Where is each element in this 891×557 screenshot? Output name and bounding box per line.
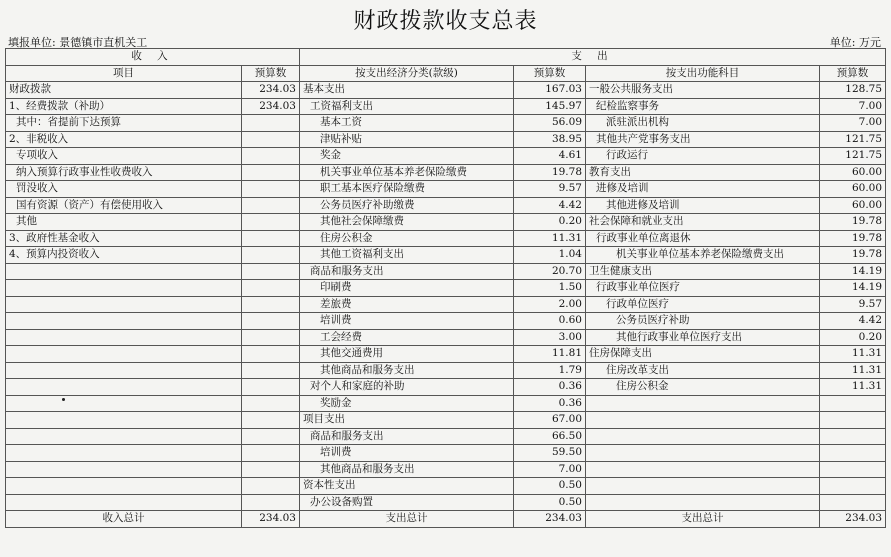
table-row <box>6 181 886 198</box>
table-row <box>6 98 886 115</box>
income-budget-cell <box>242 313 300 330</box>
func-item-cell <box>586 395 820 412</box>
income-budget-cell <box>242 230 300 247</box>
econ-budget-cell: 0.36 <box>514 395 586 412</box>
budget-table <box>5 48 886 528</box>
econ-budget-cell: 20.70 <box>514 263 586 280</box>
econ-item-cell: 差旅费 <box>300 296 514 313</box>
table-row <box>6 148 886 165</box>
econ-item-cell: 办公设备购置 <box>300 494 514 511</box>
currency-unit: 单位: 万元 <box>829 36 881 49</box>
income-item-cell: 其中：省提前下达预算 <box>6 115 242 132</box>
func-item-cell: 其他行政事业单位医疗支出 <box>586 329 820 346</box>
func-item-cell: 社会保障和就业支出 <box>586 214 820 231</box>
econ-class-header: 按支出经济分类(款级) <box>300 65 514 82</box>
econ-budget-cell: 66.50 <box>514 428 586 445</box>
income-item-cell <box>6 445 242 462</box>
stray-mark <box>62 398 65 401</box>
func-item-cell: 卫生健康支出 <box>586 263 820 280</box>
econ-budget-cell: 67.00 <box>514 412 586 429</box>
income-item-cell: 2、非税收入 <box>6 131 242 148</box>
income-budget-cell <box>242 329 300 346</box>
econ-budget-cell: 145.97 <box>514 98 586 115</box>
econ-item-cell: 职工基本医疗保险缴费 <box>300 181 514 198</box>
econ-budget-cell: 1.04 <box>514 247 586 264</box>
func-budget-cell: 128.75 <box>820 82 886 99</box>
income-budget-cell <box>242 197 300 214</box>
econ-item-cell: 基本工资 <box>300 115 514 132</box>
func-budget-cell: 0.20 <box>820 329 886 346</box>
income-budget-cell <box>242 478 300 495</box>
econ-item-cell: 公务员医疗补助缴费 <box>300 197 514 214</box>
income-item-cell <box>6 313 242 330</box>
func-budget-cell: 7.00 <box>820 115 886 132</box>
func-item-cell: 派驻派出机构 <box>586 115 820 132</box>
income-item-cell <box>6 461 242 478</box>
income-item-cell: 其他 <box>6 214 242 231</box>
table-row <box>6 329 886 346</box>
income-item-cell <box>6 395 242 412</box>
income-budget-cell <box>242 362 300 379</box>
func-class-header: 按支出功能科目 <box>586 65 820 82</box>
func-item-cell: 住房公积金 <box>586 379 820 396</box>
func-budget-cell: 60.00 <box>820 181 886 198</box>
table-row <box>6 280 886 297</box>
econ-item-cell: 其他工资福利支出 <box>300 247 514 264</box>
econ-item-cell: 商品和服务支出 <box>300 263 514 280</box>
table-row <box>6 214 886 231</box>
econ-item-cell: 培训费 <box>300 313 514 330</box>
table-row <box>6 395 886 412</box>
income-budget-cell <box>242 214 300 231</box>
func-item-cell: 行政单位医疗 <box>586 296 820 313</box>
econ-item-cell: 其他交通费用 <box>300 346 514 363</box>
table-row <box>6 115 886 132</box>
func-budget-cell: 60.00 <box>820 197 886 214</box>
econ-total-value: 234.03 <box>514 511 586 528</box>
income-item-cell <box>6 379 242 396</box>
econ-budget-cell: 56.09 <box>514 115 586 132</box>
income-budget-cell <box>242 148 300 165</box>
econ-budget-cell: 11.81 <box>514 346 586 363</box>
econ-budget-header: 预算数 <box>514 65 586 82</box>
func-budget-cell: 11.31 <box>820 379 886 396</box>
econ-budget-cell: 3.00 <box>514 329 586 346</box>
econ-budget-cell: 0.20 <box>514 214 586 231</box>
func-budget-cell: 11.31 <box>820 346 886 363</box>
income-item-cell <box>6 263 242 280</box>
income-budget-cell <box>242 428 300 445</box>
income-budget-cell: 234.03 <box>242 98 300 115</box>
income-budget-cell <box>242 379 300 396</box>
table-row <box>6 461 886 478</box>
econ-budget-cell: 0.50 <box>514 478 586 495</box>
func-budget-cell: 14.19 <box>820 280 886 297</box>
econ-item-cell: 资本性支出 <box>300 478 514 495</box>
econ-item-cell: 其他商品和服务支出 <box>300 461 514 478</box>
table-row <box>6 313 886 330</box>
func-item-cell <box>586 428 820 445</box>
income-budget-cell <box>242 494 300 511</box>
func-item-cell: 机关事业单位基本养老保险缴费支出 <box>586 247 820 264</box>
income-budget-cell <box>242 395 300 412</box>
income-total-label: 收入总计 <box>6 511 242 528</box>
func-budget-cell <box>820 445 886 462</box>
income-budget-cell <box>242 115 300 132</box>
income-budget-cell <box>242 280 300 297</box>
econ-budget-cell: 4.42 <box>514 197 586 214</box>
econ-item-cell: 培训费 <box>300 445 514 462</box>
income-budget-header: 预算数 <box>242 65 300 82</box>
income-budget-cell <box>242 263 300 280</box>
income-item-cell: 罚没收入 <box>6 181 242 198</box>
income-budget-cell <box>242 296 300 313</box>
econ-item-cell: 商品和服务支出 <box>300 428 514 445</box>
income-item-header: 项目 <box>6 65 242 82</box>
income-item-cell: 财政拨款 <box>6 82 242 99</box>
econ-budget-cell: 0.50 <box>514 494 586 511</box>
income-budget-cell <box>242 346 300 363</box>
func-budget-cell: 4.42 <box>820 313 886 330</box>
table-row <box>6 494 886 511</box>
func-budget-cell: 11.31 <box>820 362 886 379</box>
econ-item-cell: 其他社会保障缴费 <box>300 214 514 231</box>
econ-item-cell: 基本支出 <box>300 82 514 99</box>
func-item-cell <box>586 478 820 495</box>
func-budget-cell <box>820 412 886 429</box>
func-budget-cell <box>820 428 886 445</box>
econ-item-cell: 印刷费 <box>300 280 514 297</box>
econ-item-cell: 机关事业单位基本养老保险缴费 <box>300 164 514 181</box>
func-item-cell: 行政事业单位离退休 <box>586 230 820 247</box>
func-item-cell: 其他共产党事务支出 <box>586 131 820 148</box>
income-item-cell <box>6 428 242 445</box>
income-item-cell: 4、预算内投资收入 <box>6 247 242 264</box>
income-item-cell: 1、经费拨款（补助） <box>6 98 242 115</box>
table-row <box>6 412 886 429</box>
table-row <box>6 197 886 214</box>
econ-item-cell: 项目支出 <box>300 412 514 429</box>
table-row <box>6 131 886 148</box>
econ-item-cell: 奖励金 <box>300 395 514 412</box>
income-budget-cell: 234.03 <box>242 82 300 99</box>
income-item-cell <box>6 329 242 346</box>
table-row <box>6 82 886 99</box>
table-row <box>6 379 886 396</box>
func-budget-cell <box>820 395 886 412</box>
expense-section-header: 支 出 <box>300 49 886 66</box>
income-item-cell <box>6 412 242 429</box>
totals-row <box>6 511 886 528</box>
func-budget-cell <box>820 494 886 511</box>
econ-item-cell: 对个人和家庭的补助 <box>300 379 514 396</box>
table-row <box>6 428 886 445</box>
econ-item-cell: 奖金 <box>300 148 514 165</box>
econ-budget-cell: 0.36 <box>514 379 586 396</box>
func-budget-cell: 121.75 <box>820 131 886 148</box>
econ-budget-cell: 167.03 <box>514 82 586 99</box>
func-budget-cell: 19.78 <box>820 230 886 247</box>
econ-budget-cell: 9.57 <box>514 181 586 198</box>
econ-budget-cell: 2.00 <box>514 296 586 313</box>
econ-item-cell: 津贴补贴 <box>300 131 514 148</box>
func-item-cell: 其他进修及培训 <box>586 197 820 214</box>
income-budget-cell <box>242 445 300 462</box>
income-budget-cell <box>242 181 300 198</box>
income-item-cell <box>6 296 242 313</box>
func-item-cell <box>586 494 820 511</box>
income-budget-cell <box>242 164 300 181</box>
func-item-cell: 住房改革支出 <box>586 362 820 379</box>
income-item-cell <box>6 362 242 379</box>
income-item-cell <box>6 280 242 297</box>
table-row <box>6 445 886 462</box>
table-row <box>6 164 886 181</box>
func-budget-cell: 19.78 <box>820 214 886 231</box>
func-item-cell <box>586 461 820 478</box>
econ-item-cell: 工资福利支出 <box>300 98 514 115</box>
econ-item-cell: 工会经费 <box>300 329 514 346</box>
econ-budget-cell: 19.78 <box>514 164 586 181</box>
func-budget-cell: 60.00 <box>820 164 886 181</box>
func-item-cell: 住房保障支出 <box>586 346 820 363</box>
econ-budget-cell: 1.50 <box>514 280 586 297</box>
func-item-cell <box>586 412 820 429</box>
func-budget-cell: 14.19 <box>820 263 886 280</box>
income-item-cell: 国有资源（资产）有偿使用收入 <box>6 197 242 214</box>
income-section-header: 收 入 <box>6 49 300 66</box>
income-budget-cell <box>242 461 300 478</box>
func-budget-cell <box>820 478 886 495</box>
econ-budget-cell: 38.95 <box>514 131 586 148</box>
reporting-unit: 填报单位: 景德镇市直机关工 <box>8 36 148 49</box>
econ-budget-cell: 0.60 <box>514 313 586 330</box>
econ-budget-cell: 1.79 <box>514 362 586 379</box>
table-row <box>6 362 886 379</box>
econ-budget-cell: 59.50 <box>514 445 586 462</box>
table-row <box>6 478 886 495</box>
func-total-label: 支出总计 <box>586 511 820 528</box>
table-row <box>6 346 886 363</box>
func-budget-cell: 121.75 <box>820 148 886 165</box>
econ-total-label: 支出总计 <box>300 511 514 528</box>
table-row <box>6 230 886 247</box>
income-item-cell: 纳入预算行政事业性收费收入 <box>6 164 242 181</box>
func-budget-cell: 9.57 <box>820 296 886 313</box>
func-item-cell: 公务员医疗补助 <box>586 313 820 330</box>
func-item-cell <box>586 445 820 462</box>
func-item-cell: 一般公共服务支出 <box>586 82 820 99</box>
income-item-cell <box>6 478 242 495</box>
econ-budget-cell: 4.61 <box>514 148 586 165</box>
income-item-cell: 3、政府性基金收入 <box>6 230 242 247</box>
func-item-cell: 教育支出 <box>586 164 820 181</box>
income-budget-cell <box>242 412 300 429</box>
func-item-cell: 进修及培训 <box>586 181 820 198</box>
income-budget-cell <box>242 131 300 148</box>
income-item-cell <box>6 494 242 511</box>
econ-budget-cell: 7.00 <box>514 461 586 478</box>
func-item-cell: 行政运行 <box>586 148 820 165</box>
income-budget-cell <box>242 247 300 264</box>
econ-budget-cell: 11.31 <box>514 230 586 247</box>
func-budget-cell: 7.00 <box>820 98 886 115</box>
func-budget-cell: 19.78 <box>820 247 886 264</box>
table-row <box>6 247 886 264</box>
income-item-cell <box>6 346 242 363</box>
table-row <box>6 263 886 280</box>
income-total-value: 234.03 <box>242 511 300 528</box>
table-row <box>6 296 886 313</box>
func-item-cell: 纪检监察事务 <box>586 98 820 115</box>
econ-item-cell: 其他商品和服务支出 <box>300 362 514 379</box>
func-total-value: 234.03 <box>820 511 886 528</box>
func-item-cell: 行政事业单位医疗 <box>586 280 820 297</box>
func-budget-cell <box>820 461 886 478</box>
income-item-cell: 专项收入 <box>6 148 242 165</box>
page-title: 财政拨款收支总表 <box>353 9 538 34</box>
func-budget-header: 预算数 <box>820 65 886 82</box>
econ-item-cell: 住房公积金 <box>300 230 514 247</box>
